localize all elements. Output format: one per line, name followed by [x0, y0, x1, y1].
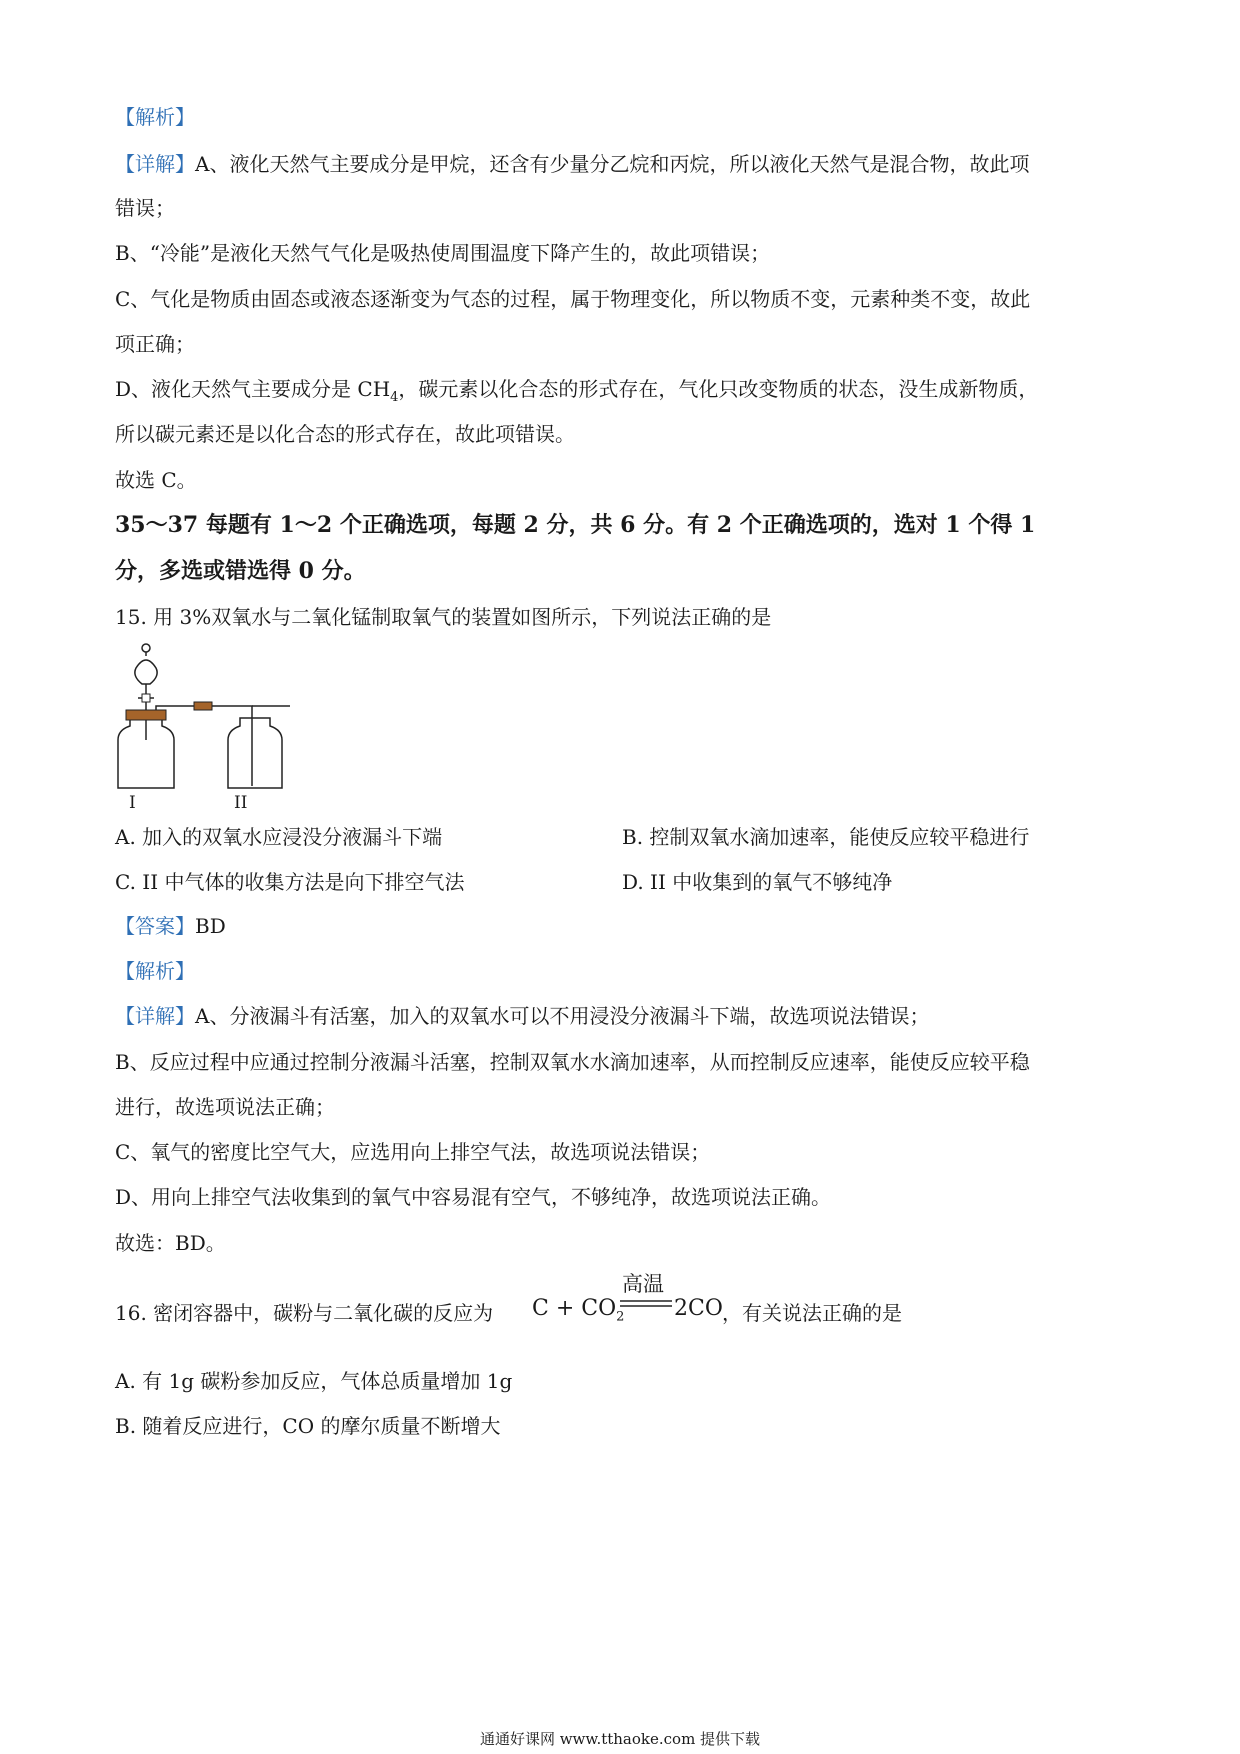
eq-right: 2CO [674, 1296, 723, 1321]
q16-stem-pre: 16. 密闭容器中，碳粉与二氧化碳的反应为 [115, 1301, 494, 1325]
page-footer: 通通好课网 www.tthaoke.com 提供下载 [479, 1730, 761, 1748]
detail-a-cont: 错误； [115, 196, 175, 220]
q16-stem-post: ，有关说法正确的是 [722, 1301, 902, 1325]
q15-detail-c: C、氧气的密度比空气大，应选用向上排空气法，故选项说法错误； [115, 1140, 711, 1164]
eq-double-arrow [620, 1300, 672, 1308]
q15-detail-b: B、反应过程中应通过控制分液漏斗活塞，控制双氧水水滴加速率，从而控制反应速率，能使反应较平稳 [115, 1050, 1030, 1074]
q15-option-d: D. II 中收集到的氧气不够纯净 [622, 870, 893, 894]
label-bottle-i: I [129, 793, 136, 813]
detail-d-cont: 所以碳元素还是以化合态的形式存在，故此项错误。 [115, 422, 575, 446]
q15-analysis-tag: 【解析】 [115, 959, 195, 983]
detail-d-line [115, 376, 1038, 411]
q15-detail-a-line [115, 1003, 929, 1029]
detail-a-line [115, 151, 1029, 177]
label-bottle-ii: II [234, 793, 248, 813]
q15-answer: BD [195, 914, 226, 938]
eq-left-sub: 2 [616, 1309, 625, 1325]
answer-tag: 【答案】 [115, 914, 195, 938]
analysis-tag: 【解析】 [115, 105, 195, 129]
q15-detail-b-cont: 进行，故选项说法正确； [115, 1095, 335, 1119]
q15-stem: 15. 用 3%双氧水与二氧化锰制取氧气的装置如图所示，下列说法正确的是 [115, 605, 772, 629]
detail-b-line: B、“冷能”是液化天然气气化是吸热使周围温度下降产生的，故此项错误； [115, 241, 771, 265]
q16-option-a: A. 有 1g 碳粉参加反应，气体总质量增加 1g [115, 1369, 513, 1393]
detail-d-sub: 4 [390, 390, 399, 405]
q15-detail-a: A、分液漏斗有活塞，加入的双氧水可以不用浸没分液漏斗下端，故选项说法错误； [195, 1004, 930, 1028]
q15-choose: 故选：BD。 [115, 1231, 226, 1255]
q15-answer-line [115, 913, 226, 939]
q15-option-a: A. 加入的双氧水应浸没分液漏斗下端 [115, 825, 443, 849]
apparatus-diagram [110, 640, 310, 840]
detail-a-text: A、液化天然气主要成分是甲烷，还含有少量分乙烷和丙烷，所以液化天然气是混合物，故此项 [195, 152, 1030, 176]
q15-option-b: B. 控制双氧水滴加速率，能使反应较平稳进行 [622, 825, 1030, 849]
choose-c: 故选 C。 [115, 468, 197, 492]
q15-detail-tag: 【详解】 [115, 1004, 195, 1028]
q15-detail-d: D、用向上排空气法收集到的氧气中容易混有空气，不够纯净，故选项说法正确。 [115, 1185, 832, 1209]
eq-left: C + CO [532, 1296, 617, 1321]
detail-tag: 【详解】 [115, 152, 195, 176]
detail-c-cont: 项正确； [115, 332, 195, 356]
q16-option-b: B. 随着反应进行，CO 的摩尔质量不断增大 [115, 1414, 501, 1438]
detail-d-post: ，碳元素以化合态的形式存在，气化只改变物质的状态，没生成新物质， [398, 377, 1039, 401]
q16-equation-left [532, 1296, 624, 1324]
q15-option-c: C. II 中气体的收集方法是向下排空气法 [115, 870, 465, 894]
detail-d-pre: D、液化天然气主要成分是 CH [115, 377, 391, 401]
instructions-line-1: 35～37 每题有 1～2 个正确选项，每题 2 分，共 6 分。有 2 个正确选项的，选对 1 个得 1 [115, 512, 1036, 538]
instructions-line-2: 分，多选或错选得 0 分。 [115, 558, 366, 584]
detail-c-line: C、气化是物质由固态或液态逐渐变为气态的过程，属于物理变化，所以物质不变，元素种类不变，故此 [115, 287, 1031, 311]
eq-condition: 高温 [622, 1272, 664, 1296]
